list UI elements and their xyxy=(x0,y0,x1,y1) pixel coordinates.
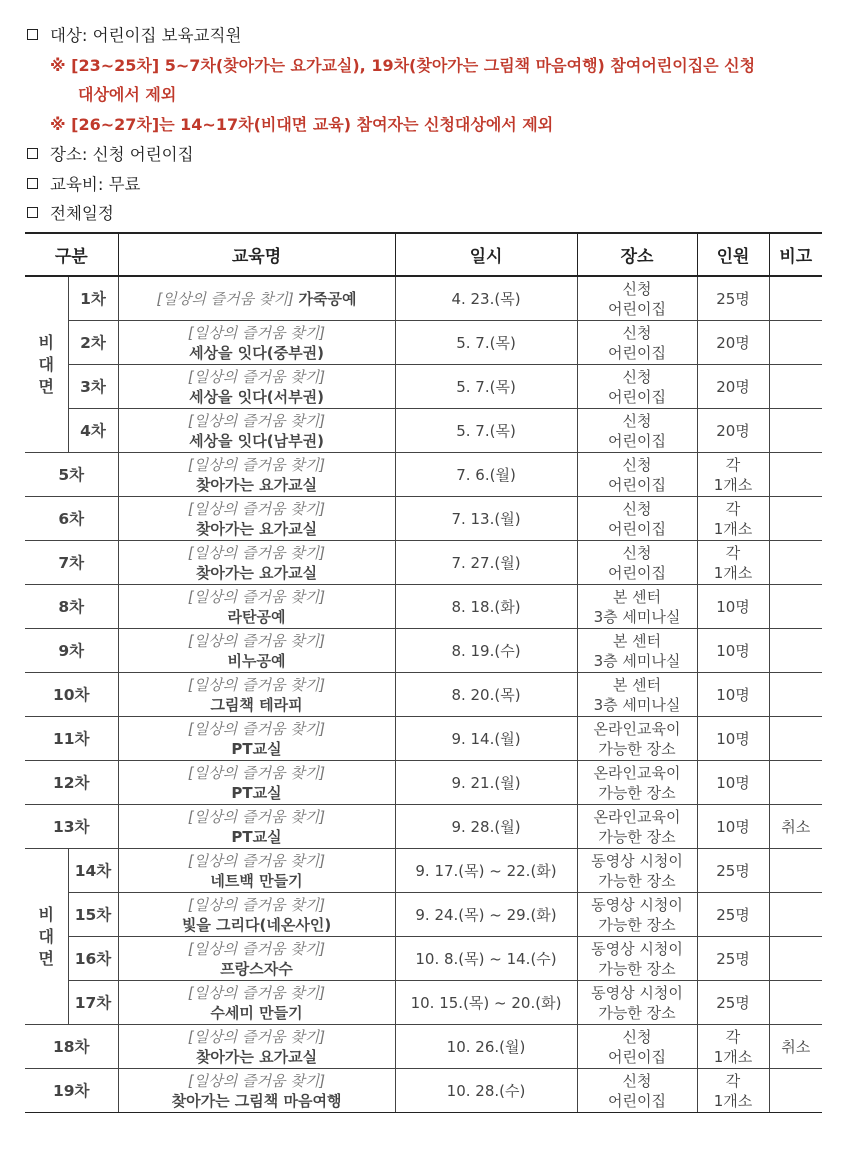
course-name-cell xyxy=(118,673,395,717)
table-row xyxy=(25,585,822,629)
note-2: ※ [26~27차]는 14~17차(비대면 교육) 참여자는 신청대상에서 제외 xyxy=(50,115,554,134)
place-line-2: 가능한 장소 xyxy=(598,827,676,846)
people-cell: 20명 xyxy=(697,365,769,409)
date-cell: 5. 7.(목) xyxy=(395,365,577,409)
remark-cell xyxy=(769,585,822,629)
place-line-2: 가능한 장소 xyxy=(598,783,676,802)
row-number: 7차 xyxy=(25,541,118,585)
table-row xyxy=(25,1025,822,1069)
table-row xyxy=(25,761,822,805)
group-label-nonface-to-face: 비 대 면 xyxy=(25,849,68,1025)
table-row xyxy=(25,981,822,1025)
table-row xyxy=(25,321,822,365)
place-line-1: 본 센터 xyxy=(612,587,662,606)
place-cell xyxy=(577,761,697,805)
people-cell: 10명 xyxy=(697,673,769,717)
course-title: 수세미 만들기 xyxy=(210,1003,303,1022)
table-row xyxy=(25,937,822,981)
table-row xyxy=(25,453,822,497)
date-cell: 8. 19.(수) xyxy=(395,629,577,673)
fee-text: 교육비: 무료 xyxy=(50,175,141,194)
place-line-1: 신청 xyxy=(622,367,652,386)
course-title: PT교실 xyxy=(231,783,282,802)
remark-cell xyxy=(769,409,822,453)
date-cell: 10. 8.(목) ~ 14.(수) xyxy=(395,937,577,981)
course-name-cell xyxy=(118,365,395,409)
row-number: 2차 xyxy=(68,321,118,365)
table-row xyxy=(25,805,822,849)
place-line-2: 3층 세미나실 xyxy=(593,651,681,670)
place-cell xyxy=(577,981,697,1025)
table-row xyxy=(25,409,822,453)
course-prefix: [일상의 즐거움 찾기] xyxy=(187,543,326,562)
course-name-cell xyxy=(118,497,395,541)
date-cell: 9. 17.(목) ~ 22.(화) xyxy=(395,849,577,893)
date-cell: 8. 20.(목) xyxy=(395,673,577,717)
course-prefix: [일상의 즐거움 찾기] xyxy=(187,675,326,694)
remark-cell xyxy=(769,849,822,893)
people-cell: 각 1개소 xyxy=(697,1025,769,1069)
course-title: 가죽공예 xyxy=(298,289,357,308)
place-cell xyxy=(577,453,697,497)
course-name-cell xyxy=(118,276,395,321)
course-prefix: [일상의 즐거움 찾기] xyxy=(187,851,326,870)
place-cell xyxy=(577,541,697,585)
course-prefix: [일상의 즐거움 찾기] xyxy=(187,367,326,386)
people-cell: 각 1개소 xyxy=(697,1069,769,1113)
header-course-name: 교육명 xyxy=(118,233,395,276)
table-row xyxy=(25,849,822,893)
course-prefix: [일상의 즐거움 찾기] xyxy=(187,719,326,738)
target-text: 대상: 어린이집 보육교직원 xyxy=(50,26,242,45)
place-cell xyxy=(577,321,697,365)
schedule-table xyxy=(25,232,822,1113)
course-name-cell xyxy=(118,541,395,585)
course-prefix: [일상의 즐거움 찾기] xyxy=(187,631,326,650)
row-number: 14차 xyxy=(68,849,118,893)
people-cell: 10명 xyxy=(697,761,769,805)
course-title: 빛을 그리다(네온사인) xyxy=(181,915,332,934)
place-line-2: 어린이집 xyxy=(608,299,666,318)
header-category: 구분 xyxy=(25,233,118,276)
row-number: 18차 xyxy=(25,1025,118,1069)
place-line-1: 동영상 시청이 xyxy=(591,939,683,958)
place-line-2: 가능한 장소 xyxy=(598,739,676,758)
place-line-1: 동영상 시청이 xyxy=(591,983,683,1002)
place-cell xyxy=(577,805,697,849)
course-title: 찾아가는 그림책 마음여행 xyxy=(171,1091,342,1110)
schedule-heading: 전체일정 xyxy=(50,204,114,223)
header-people: 인원 xyxy=(697,233,769,276)
place-line-2: 가능한 장소 xyxy=(598,959,676,978)
place-cell xyxy=(577,276,697,321)
course-name-cell xyxy=(118,1025,395,1069)
header-date: 일시 xyxy=(395,233,577,276)
row-number: 9차 xyxy=(25,629,118,673)
place-line-2: 어린이집 xyxy=(608,343,666,362)
checkbox-bullet-icon xyxy=(27,148,38,159)
place-line-2: 어린이집 xyxy=(608,519,666,538)
course-name-cell xyxy=(118,761,395,805)
row-number: 6차 xyxy=(25,497,118,541)
place-cell xyxy=(577,673,697,717)
place-line-2: 가능한 장소 xyxy=(598,1003,676,1022)
course-prefix: [일상의 즐거움 찾기] xyxy=(187,411,326,430)
course-prefix: [일상의 즐거움 찾기] xyxy=(187,587,326,606)
place-line-1: 신청 xyxy=(622,279,652,298)
place-line-2: 어린이집 xyxy=(608,475,666,494)
place-line-2: 어린이집 xyxy=(608,431,666,450)
course-title: 찾아가는 요가교실 xyxy=(195,1047,318,1066)
row-number: 19차 xyxy=(25,1069,118,1113)
checkbox-bullet-icon xyxy=(27,207,38,218)
remark-cell: 취소 xyxy=(769,1025,822,1069)
place-line-1: 신청 xyxy=(622,1071,652,1090)
course-prefix: [일상의 즐거움 찾기] xyxy=(187,1027,326,1046)
place-line-1: 신청 xyxy=(622,411,652,430)
course-prefix: [일상의 즐거움 찾기] xyxy=(187,807,326,826)
row-number: 17차 xyxy=(68,981,118,1025)
course-prefix: [일상의 즐거움 찾기] xyxy=(187,455,326,474)
place-line-1: 신청 xyxy=(622,323,652,342)
remark-cell xyxy=(769,673,822,717)
place-line-1: 신청 xyxy=(622,1027,652,1046)
date-cell: 10. 28.(수) xyxy=(395,1069,577,1113)
row-number: 1차 xyxy=(68,276,118,321)
people-cell: 각 1개소 xyxy=(697,453,769,497)
people-cell: 10명 xyxy=(697,805,769,849)
course-prefix: [일상의 즐거움 찾기] xyxy=(156,289,294,308)
row-number: 3차 xyxy=(68,365,118,409)
course-prefix: [일상의 즐거움 찾기] xyxy=(187,763,326,782)
place-cell xyxy=(577,1025,697,1069)
course-name-cell xyxy=(118,409,395,453)
checkbox-bullet-icon xyxy=(27,178,38,189)
remark-cell xyxy=(769,937,822,981)
table-row xyxy=(25,673,822,717)
date-cell: 8. 18.(화) xyxy=(395,585,577,629)
remark-cell xyxy=(769,717,822,761)
table-header-row xyxy=(25,233,822,276)
course-title: 찾아가는 요가교실 xyxy=(195,563,318,582)
course-prefix: [일상의 즐거움 찾기] xyxy=(187,323,326,342)
remark-cell: 취소 xyxy=(769,805,822,849)
course-prefix: [일상의 즐거움 찾기] xyxy=(187,895,326,914)
course-name-cell xyxy=(118,893,395,937)
place-cell xyxy=(577,585,697,629)
course-name-cell xyxy=(118,453,395,497)
place-cell xyxy=(577,1069,697,1113)
place-line-2: 어린이집 xyxy=(608,1091,666,1110)
place-cell xyxy=(577,937,697,981)
place-line-1: 온라인교육이 xyxy=(593,719,681,738)
place-line-1: 온라인교육이 xyxy=(593,763,681,782)
course-prefix: [일상의 즐거움 찾기] xyxy=(187,1071,326,1090)
place-line-1: 신청 xyxy=(622,543,652,562)
people-cell: 25명 xyxy=(697,981,769,1025)
date-cell: 10. 15.(목) ~ 20.(화) xyxy=(395,981,577,1025)
place-line-2: 가능한 장소 xyxy=(598,871,676,890)
course-name-cell xyxy=(118,805,395,849)
remark-cell xyxy=(769,629,822,673)
course-prefix: [일상의 즐거움 찾기] xyxy=(187,939,326,958)
place-text: 장소: 신청 어린이집 xyxy=(50,145,194,164)
place-line-1: 온라인교육이 xyxy=(593,807,681,826)
row-number: 10차 xyxy=(25,673,118,717)
date-cell: 5. 7.(목) xyxy=(395,321,577,365)
remark-cell xyxy=(769,1069,822,1113)
people-cell: 25명 xyxy=(697,893,769,937)
people-cell: 25명 xyxy=(697,849,769,893)
place-line-2: 3층 세미나실 xyxy=(593,695,681,714)
place-line-1: 본 센터 xyxy=(612,631,662,650)
table-row xyxy=(25,497,822,541)
remark-cell xyxy=(769,541,822,585)
row-number: 16차 xyxy=(68,937,118,981)
course-title: 찾아가는 요가교실 xyxy=(195,519,318,538)
place-cell xyxy=(577,365,697,409)
checkbox-bullet-icon xyxy=(27,29,38,40)
course-title: 네트백 만들기 xyxy=(210,871,303,890)
course-title: 그림책 테라피 xyxy=(210,695,303,714)
place-cell xyxy=(577,893,697,937)
people-cell: 각 1개소 xyxy=(697,541,769,585)
course-title: 세상을 잇다(서부권) xyxy=(189,387,324,406)
place-line-1: 동영상 시청이 xyxy=(591,895,683,914)
place-cell xyxy=(577,629,697,673)
course-name-cell xyxy=(118,1069,395,1113)
table-row xyxy=(25,629,822,673)
place-line-1: 동영상 시청이 xyxy=(591,851,683,870)
date-cell: 7. 27.(월) xyxy=(395,541,577,585)
people-cell: 10명 xyxy=(697,717,769,761)
remark-cell xyxy=(769,761,822,805)
table-row xyxy=(25,893,822,937)
place-cell xyxy=(577,717,697,761)
row-number: 4차 xyxy=(68,409,118,453)
course-prefix: [일상의 즐거움 찾기] xyxy=(187,499,326,518)
table-row xyxy=(25,365,822,409)
date-cell: 10. 26.(월) xyxy=(395,1025,577,1069)
place-line-2: 가능한 장소 xyxy=(598,915,676,934)
course-title: PT교실 xyxy=(231,739,282,758)
place-line-1: 신청 xyxy=(622,455,652,474)
group-label-nonface-to-face: 비 대 면 xyxy=(25,276,68,453)
row-number: 5차 xyxy=(25,453,118,497)
people-cell: 20명 xyxy=(697,409,769,453)
header-place: 장소 xyxy=(577,233,697,276)
place-line-2: 3층 세미나실 xyxy=(593,607,681,626)
course-title: 찾아가는 요가교실 xyxy=(195,475,318,494)
remark-cell xyxy=(769,453,822,497)
remark-cell xyxy=(769,981,822,1025)
people-cell: 10명 xyxy=(697,629,769,673)
course-name-cell xyxy=(118,321,395,365)
place-line-1: 본 센터 xyxy=(612,675,662,694)
course-title: 세상을 잇다(남부권) xyxy=(189,431,324,450)
course-title: 비누공예 xyxy=(227,651,286,670)
header-remark: 비고 xyxy=(769,233,822,276)
course-prefix: [일상의 즐거움 찾기] xyxy=(187,983,326,1002)
date-cell: 7. 6.(월) xyxy=(395,453,577,497)
table-row xyxy=(25,276,822,321)
row-number: 15차 xyxy=(68,893,118,937)
course-title: 라탄공예 xyxy=(227,607,286,626)
row-number: 8차 xyxy=(25,585,118,629)
date-cell: 7. 13.(월) xyxy=(395,497,577,541)
date-cell: 9. 28.(월) xyxy=(395,805,577,849)
date-cell: 9. 14.(월) xyxy=(395,717,577,761)
course-title: PT교실 xyxy=(231,827,282,846)
place-line-2: 어린이집 xyxy=(608,387,666,406)
date-cell: 4. 23.(목) xyxy=(395,276,577,321)
course-name-cell xyxy=(118,981,395,1025)
course-title: 세상을 잇다(중부권) xyxy=(189,343,324,362)
table-row xyxy=(25,717,822,761)
course-name-cell xyxy=(118,937,395,981)
remark-cell xyxy=(769,497,822,541)
row-number: 11차 xyxy=(25,717,118,761)
course-name-cell xyxy=(118,717,395,761)
date-cell: 9. 21.(월) xyxy=(395,761,577,805)
place-cell xyxy=(577,409,697,453)
note-1-line-2: 대상에서 제외 xyxy=(78,85,177,104)
table-row xyxy=(25,1069,822,1113)
remark-cell xyxy=(769,321,822,365)
course-title: 프랑스자수 xyxy=(220,959,293,978)
note-1-line-1: ※ [23~25차] 5~7차(찾아가는 요가교실), 19차(찾아가는 그림책 마음여행) 참여어린이집은 신청 xyxy=(50,56,756,75)
people-cell: 20명 xyxy=(697,321,769,365)
date-cell: 5. 7.(목) xyxy=(395,409,577,453)
remark-cell xyxy=(769,365,822,409)
date-cell: 9. 24.(목) ~ 29.(화) xyxy=(395,893,577,937)
people-cell: 각 1개소 xyxy=(697,497,769,541)
course-name-cell xyxy=(118,585,395,629)
place-line-2: 어린이집 xyxy=(608,1047,666,1066)
people-cell: 25명 xyxy=(697,276,769,321)
place-cell xyxy=(577,497,697,541)
table-row xyxy=(25,541,822,585)
people-cell: 10명 xyxy=(697,585,769,629)
row-number: 13차 xyxy=(25,805,118,849)
place-line-1: 신청 xyxy=(622,499,652,518)
course-name-cell xyxy=(118,629,395,673)
course-name-cell xyxy=(118,849,395,893)
place-cell xyxy=(577,849,697,893)
remark-cell xyxy=(769,276,822,321)
remark-cell xyxy=(769,893,822,937)
place-line-2: 어린이집 xyxy=(608,563,666,582)
people-cell: 25명 xyxy=(697,937,769,981)
row-number: 12차 xyxy=(25,761,118,805)
